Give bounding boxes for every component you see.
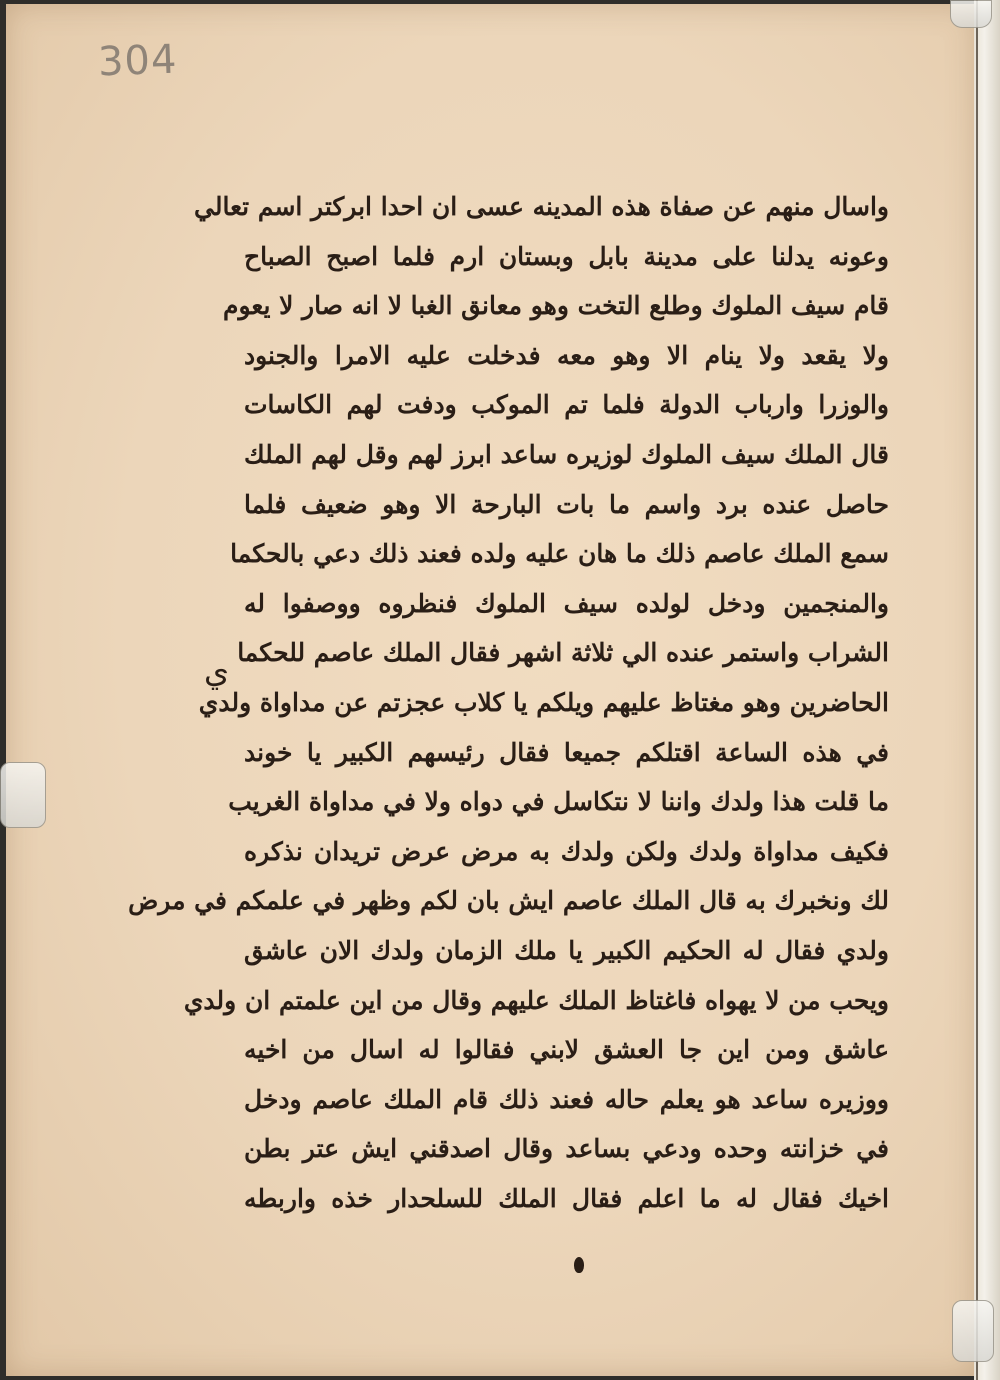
text-line: ويحب من لا يهواه فاغتاظ الملك عليهم وقال من اين علمتم ان ولدي <box>183 985 889 1015</box>
text-line: عاشق ومن اين جا العشق لابني فقالوا له اسال من اخيه <box>244 1035 889 1065</box>
text-line: اخيك فقال له ما اعلم فقال الملك للسلحدار خذه واربطه <box>244 1183 889 1213</box>
margin-note: ي <box>204 652 230 690</box>
text-line: في خزانته وحده ودعي بساعد وقال اصدقني ايش عتر بطن <box>244 1134 889 1164</box>
text-line: الحاضرين وهو مغتاظ عليهم ويلكم يا كلاب عجزتم عن مداواة ولدي <box>198 687 889 717</box>
text-line: ووزيره ساعد هو يعلم حاله فعند ذلك قام الملك عاصم ودخل <box>244 1084 889 1114</box>
page-clip <box>950 0 992 28</box>
text-line: حاصل عنده برد واسم ما بات البارحة الا وهو ضعيف فلما <box>244 489 889 519</box>
text-line: لك ونخبرك به قال الملك عاصم ايش بان لكم وظهر في علمكم في مرض <box>128 886 889 916</box>
text-line: والوزرا وارباب الدولة فلما تم الموكب ودفت لهم الكاسات <box>244 390 889 420</box>
manuscript-page <box>6 4 976 1376</box>
ink-spot <box>574 1257 584 1273</box>
text-line: واسال منهم عن صفاة هذه المدينه عسى ان احدا ابركتر اسم تعالي <box>194 192 889 221</box>
page-clip <box>952 1300 994 1362</box>
text-line: قال الملك سيف الملوك لوزيره ساعد ابرز لهم وقل لهم الملك <box>244 439 889 469</box>
text-line: في هذه الساعة اقتلكم جميعا فقال رئيسهم الكبير يا خوند <box>244 737 889 767</box>
text-line: قام سيف الملوك وطلع التخت وهو معانق الغبا لا انه صار لا يعوم <box>222 291 889 321</box>
page-clip <box>0 762 46 828</box>
manuscript-text-block <box>128 182 889 1223</box>
text-line: والمنجمين ودخل لولده سيف الملوك فنظروه ووصفوا له <box>244 588 889 618</box>
text-line: سمع الملك عاصم ذلك ما هان عليه ولده فعند ذلك دعي بالحكما <box>230 539 889 569</box>
binding-edge <box>976 0 978 1380</box>
text-line: ما قلت هذا ولدك واننا لا نتكاسل في دواه ولا في مداواة الغريب <box>228 787 889 817</box>
text-line: فكيف مداواة ولدك ولكن ولدك به مرض عرض تريدان نذكره <box>244 836 889 866</box>
text-line: ولا يقعد ولا ينام الا وهو معه فدخلت عليه الامرا والجنود <box>244 340 889 370</box>
text-line: ولدي فقال له الحكيم الكبير يا ملك الزمان ولدك الان عاشق <box>244 935 889 965</box>
folio-number: 304 <box>97 36 179 86</box>
text-line: وعونه يدلنا على مدينة بابل وبستان ارم فلما اصبح الصباح <box>244 241 889 271</box>
text-line: الشراب واستمر عنده الي ثلاثة اشهر فقال الملك عاصم للحكما <box>237 638 889 668</box>
